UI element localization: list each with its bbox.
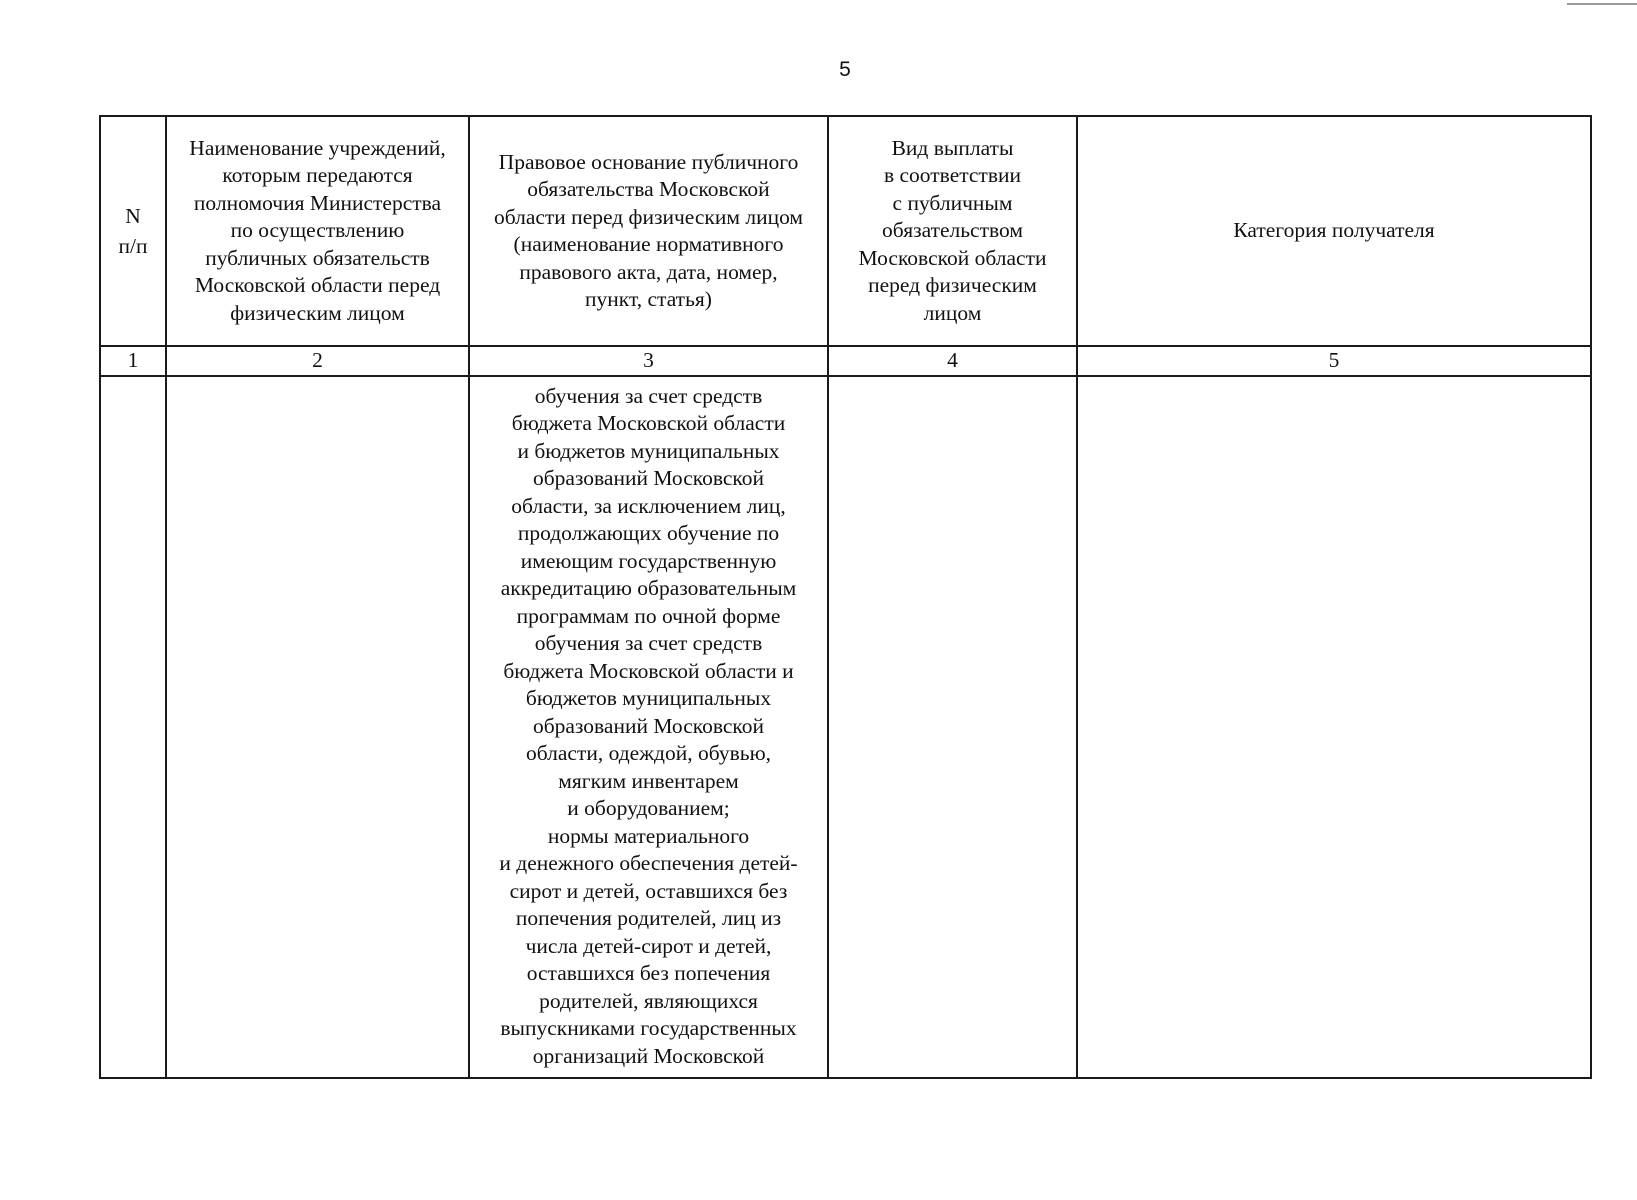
obligations-table (99, 115, 1592, 1079)
table-row (100, 376, 1591, 1078)
cell-number (100, 376, 166, 1078)
column-number: 1 (100, 346, 166, 376)
header-number: N п/п (100, 116, 166, 346)
header-payment-type: Вид выплаты в соответствии с публичным обязательством Московской области перед физическим лицом (828, 116, 1077, 346)
column-number: 5 (1077, 346, 1591, 376)
column-number: 3 (469, 346, 828, 376)
header-legal-basis: Правовое основание публичного обязательства Московской области перед физическим лицом (наименование нормативного правового акта, дата, номер, пункт, статья) (469, 116, 828, 346)
column-number-row (100, 346, 1591, 376)
column-number: 4 (828, 346, 1077, 376)
header-institution-name: Наименование учреждений, которым передаются полномочия Министерства по осуществлению публичных обязательств Московской области перед физическим лицом (166, 116, 469, 346)
scan-artifact-line (1567, 3, 1637, 5)
cell-payment-type (828, 376, 1077, 1078)
header-recipient-category: Категория получателя (1077, 116, 1591, 346)
column-number: 2 (166, 346, 469, 376)
page-number: 5 (839, 58, 851, 81)
cell-recipient-category (1077, 376, 1591, 1078)
cell-legal-basis: обучения за счет средств бюджета Московской области и бюджетов муниципальных образований Московской области, за исключением лиц, продолжающих обучение по имеющим государственную аккредитацию образовательным программам по очной форме обучения за счет средств бюджета Московской области и бюджетов муниципальных образований Московской области, одеждой, обувью, мягким инвентарем и оборудованием; нормы материального и денежного обеспечения детей- сирот и детей, оставшихся без попечения родителей, лиц из числа детей-сирот и детей, оставшихся без попечения родителей, являющихся выпускниками государственных организаций Московской (469, 376, 828, 1078)
cell-institution (166, 376, 469, 1078)
table-header-row (100, 116, 1591, 346)
